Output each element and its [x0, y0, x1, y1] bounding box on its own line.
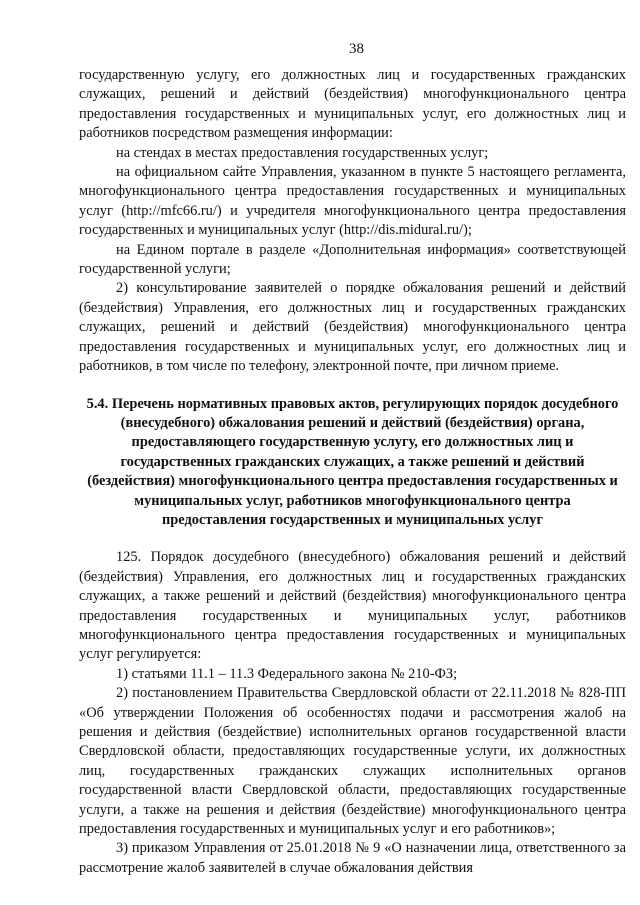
- list-item-3: 3) приказом Управления от 25.01.2018 № 9 «О назначении лица, ответственного за рассмотрение жалоб заявителей в случае обжалования действия: [79, 840, 626, 876]
- paragraph-125: 125. Порядок досудебного (внесудебного) обжалования решений и действий (бездействия) Управления, его должностных лиц и государственных гражданских служащих, а также решений и действий (бездействия) многофункционального центра предоставления государственных и муниципальных услуг, работников многофункционального центра предоставления государственных и муниципальных услуг регулируется:: [79, 549, 626, 663]
- list-item-1: 1) статьями 11.1 – 11.3 Федерального закона № 210-ФЗ;: [116, 665, 458, 682]
- section-heading: 5.4. Перечень нормативных правовых актов, регулирующих порядок досудебного (внесудебного) обжалования решений и действий (бездействия) органа, предоставляющего государственную услугу, его должностных лиц и государственных гражданских служащих, а также решений и действий (бездействия) многофункционального центра предоставления государственных и муниципальных услуг, работников многофункционального центра предоставления государственных и муниципальных услуг: [86, 395, 619, 528]
- paragraph-stands: на стендах в местах предоставления государственных услуг;: [116, 144, 489, 161]
- page-number: 38: [349, 41, 364, 57]
- list-item-2: 2) постановлением Правительства Свердловской области от 22.11.2018 № 828-ПП «Об утверждении Положения об особенностях подачи и рассмотрения жалоб на решения и действия (бездействие) исполнительных органов государственной власти Свердловской области, предоставляющих государственные услуги, их должностных лиц, государственных гражданских служащих исполнительных органов государственной власти Свердловской области, предоставляющих государственные услуги, а также на решения и действия (бездействие) многофункционального центра предоставления государственных и муниципальных услуг и его работников»;: [79, 685, 626, 838]
- paragraph-consultation: 2) консультирование заявителей о порядке обжалования решений и действий (бездействия) Управления, его должностных лиц и государственных гражданских служащих, решений и действий (бездействия) многофункционального центра предоставления государственных и муниципальных услуг, его должностных лиц и работников, в том числе по телефону, электронной почте, при личном приеме.: [79, 280, 626, 375]
- paragraph-official-site: на официальном сайте Управления, указанном в пункте 5 настоящего регламента, многофункционального центра предоставления государственных и муниципальных услуг (http://mfc66.ru/) и учредителя многофункционального центра предоставления государственных и муниципальных услуг (http://dis.midural.ru/);: [79, 164, 626, 239]
- body-after: [79, 548, 626, 878]
- paragraph-continuation: государственную услугу, его должностных лиц и государственных гражданских служащих, решений и действий (бездействия) многофункционального центра предоставления государственных и муниципальных услуг, его должностных лиц и работников посредством размещения информации:: [79, 67, 626, 142]
- body-before: [79, 66, 626, 377]
- paragraph-unified-portal: на Едином портале в разделе «Дополнительная информация» соответствующей государственной услуги;: [79, 241, 626, 278]
